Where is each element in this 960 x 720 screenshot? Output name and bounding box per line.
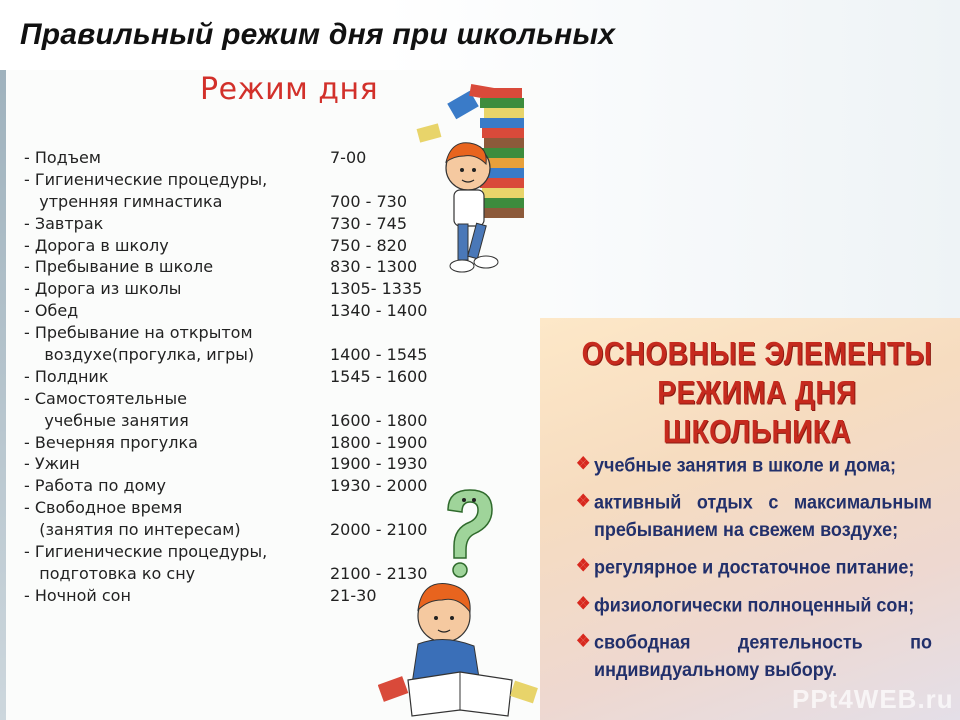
schedule-time: 1545 - 1600 xyxy=(330,366,428,386)
schedule-activity: воздухе(прогулка, игры) xyxy=(24,345,255,365)
schedule-time: 1600 - 1800 xyxy=(330,410,428,430)
schedule-time: 1305- 1335 xyxy=(330,279,423,299)
element-item-text: физиологически полноценный сон; xyxy=(594,594,915,616)
schedule-activity: - Обед xyxy=(24,301,79,321)
element-item xyxy=(576,488,932,543)
elements-list xyxy=(576,452,932,694)
diamond-bullet-icon: ❖ xyxy=(576,492,591,511)
schedule-activity: - Завтрак xyxy=(24,213,104,233)
schedule-activity: подготовка ко сну xyxy=(24,563,196,583)
schedule-activity: - Ночной сон xyxy=(24,585,131,605)
schedule-activity: - Самостоятельные xyxy=(24,388,187,408)
page-title: Правильный режим дня при школьных xyxy=(20,18,616,51)
schedule-activity: - Гигиенические процедуры, xyxy=(24,169,268,189)
schedule-activity: - Полдник xyxy=(24,366,109,386)
schedule-time: 1400 - 1545 xyxy=(330,345,428,365)
schedule-activity: учебные занятия xyxy=(24,410,189,430)
schedule-activity: - Работа по дому xyxy=(24,476,166,496)
schedule-time: 750 - 820 xyxy=(330,235,408,255)
schedule-row xyxy=(24,454,444,476)
schedule-row xyxy=(24,257,444,279)
diamond-bullet-icon: ❖ xyxy=(576,595,591,614)
diamond-bullet-icon: ❖ xyxy=(576,557,591,576)
schedule-activity: - Пребывание в школе xyxy=(24,257,214,277)
element-item xyxy=(576,451,932,479)
schedule-activity: - Пребывание на открытом xyxy=(24,323,253,343)
schedule-time: 830 - 1300 xyxy=(330,257,418,277)
element-item-text: свободная деятельность по индивидуальному выбору. xyxy=(594,631,932,681)
element-item-text: регулярное и достаточное питание; xyxy=(594,556,915,578)
schedule-activity: - Ужин xyxy=(24,454,80,474)
schedule-time: 2000 - 2100 xyxy=(330,520,428,540)
schedule-row xyxy=(24,367,444,389)
schedule-row xyxy=(24,323,444,345)
schedule-time: 1340 - 1400 xyxy=(330,301,428,321)
schedule-activity: - Вечерняя прогулка xyxy=(24,432,198,452)
schedule-activity: - Дорога в школу xyxy=(24,235,169,255)
schedule-row xyxy=(24,170,444,192)
element-item-text: учебные занятия в школе и дома; xyxy=(594,454,897,476)
schedule-activity: - Дорога из школы xyxy=(24,279,182,299)
schedule-row xyxy=(24,148,444,170)
schedule-activity: утренняя гимнастика xyxy=(24,191,223,211)
element-item xyxy=(576,628,932,683)
schedule-time: 1900 - 1930 xyxy=(330,454,428,474)
schedule-time: 2100 - 2130 xyxy=(330,563,428,583)
schedule-activity: - Свободное время xyxy=(24,498,183,518)
elements-title: ОСНОВНЫЕ ЭЛЕМЕНТЫ РЕЖИМА ДНЯ ШКОЛЬНИКА xyxy=(581,335,933,450)
element-item-text: активный отдых с максимальным пребыванием на свежем воздухе; xyxy=(594,491,932,541)
diamond-bullet-icon: ❖ xyxy=(576,632,591,651)
schedule-activity: (занятия по интересам) xyxy=(24,520,241,540)
schedule-row xyxy=(24,389,444,411)
schedule-time: 21-30 xyxy=(330,585,377,605)
schedule-row xyxy=(24,192,444,214)
element-item xyxy=(576,591,932,619)
schedule-row xyxy=(24,236,444,258)
schedule-row xyxy=(24,411,444,433)
boy-carrying-books-illustration xyxy=(410,76,545,286)
schedule-time: 1800 - 1900 xyxy=(330,432,428,452)
schedule-row xyxy=(24,433,444,455)
watermark: PPt4WEB.ru xyxy=(792,684,954,714)
schedule-heading: Режим дня xyxy=(200,72,379,107)
schedule-time: 730 - 745 xyxy=(330,213,408,233)
schedule-time: 1930 - 2000 xyxy=(330,476,428,496)
schedule-row xyxy=(24,345,444,367)
diamond-bullet-icon: ❖ xyxy=(576,455,591,474)
schedule-row xyxy=(24,301,444,323)
schedule-row xyxy=(24,279,444,301)
schedule-row xyxy=(24,214,444,236)
element-item xyxy=(576,553,932,581)
schedule-time: 700 - 730 xyxy=(330,191,408,211)
schedule-time: 7-00 xyxy=(330,148,367,167)
schedule-activity: - Подъем xyxy=(24,148,101,167)
schedule-activity: - Гигиенические процедуры, xyxy=(24,542,268,562)
boy-reading-question-mark-illustration xyxy=(378,484,540,720)
